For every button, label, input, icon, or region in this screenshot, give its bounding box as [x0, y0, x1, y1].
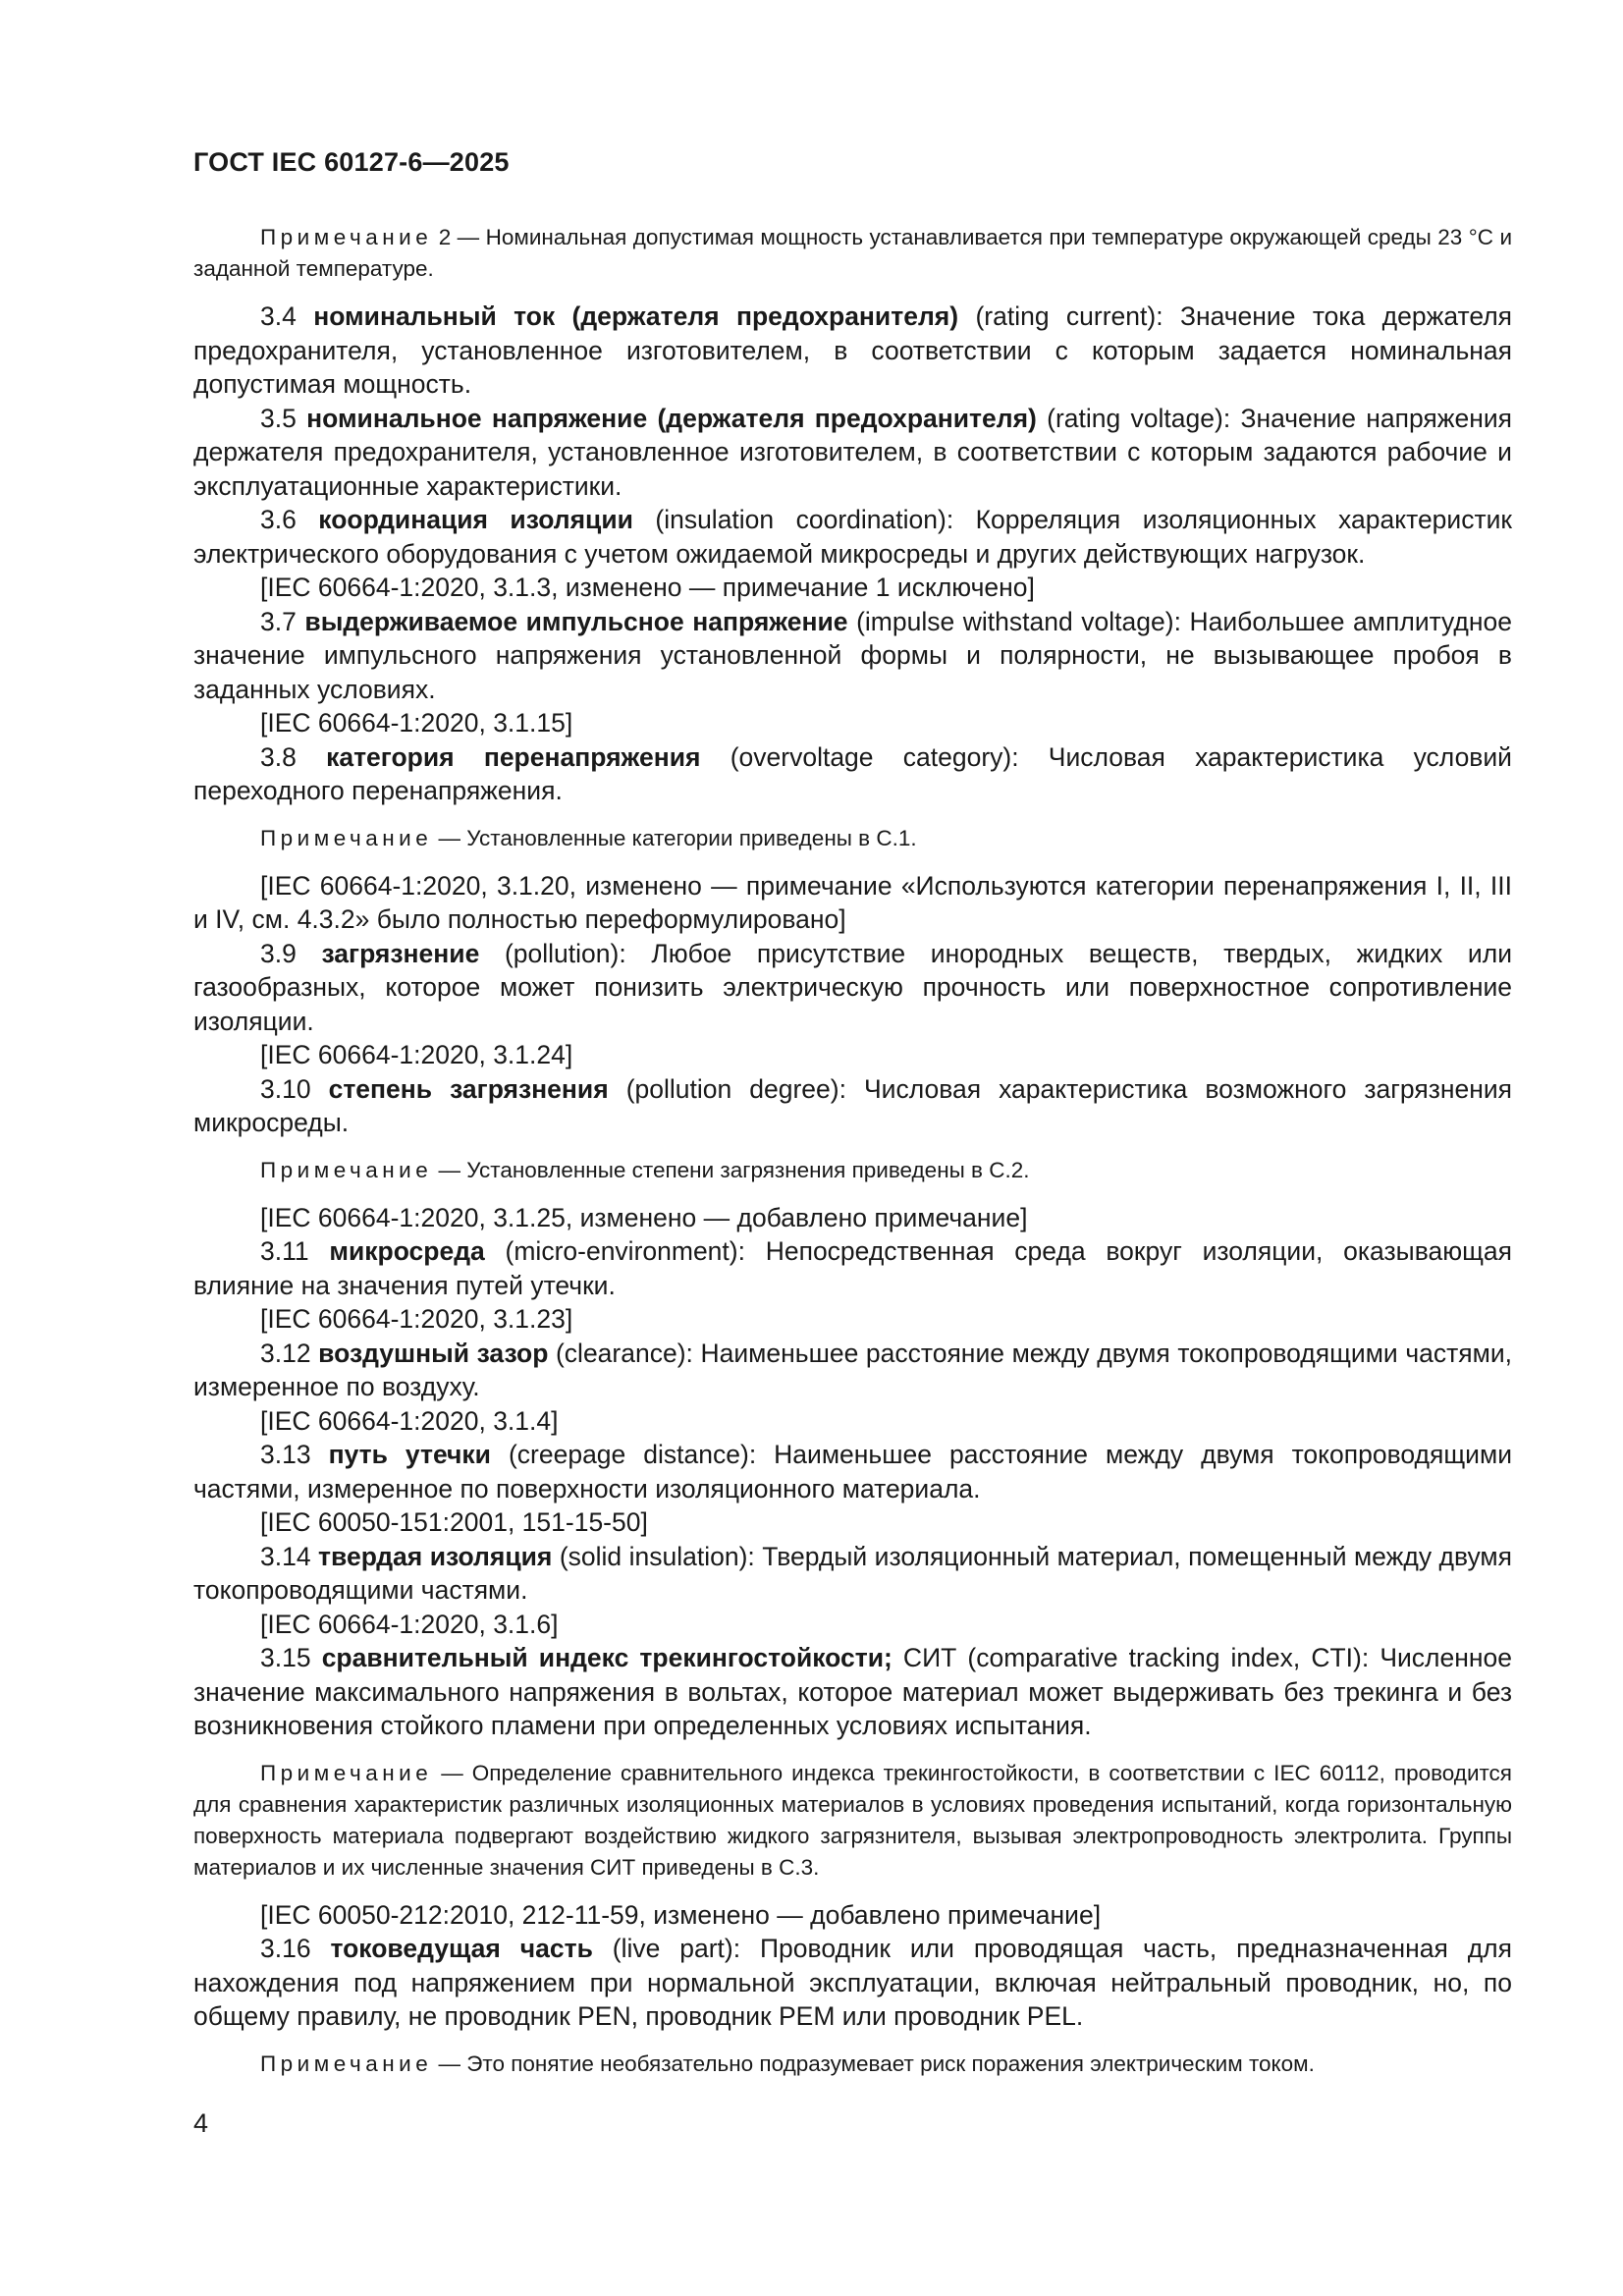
term-name: номинальное напряжение (держателя предохранителя) — [306, 403, 1037, 433]
term-3-11: 3.11 микросреда (micro-environment): Непосредственная среда вокруг изоляции, оказывающая влияние на значения путей утечки. — [193, 1236, 1512, 1300]
source-reference: [IEC 60664-1:2020, 3.1.24] — [260, 1040, 573, 1069]
note-3-10: Примечание — Установленные степени загрязнения приведены в С.2. — [260, 1157, 1030, 1182]
term-3-8: 3.8 категория перенапряжения (overvoltage category): Числовая характеристика условий переходного перенапряжения. — [193, 741, 1512, 805]
term-name: категория перенапряжения — [326, 741, 701, 772]
page-number: 4 — [193, 2108, 209, 2138]
source-reference: [IEC 60664-1:2020, 3.1.15] — [260, 708, 573, 738]
term-name: номинальный ток (держателя предохранителя) — [313, 301, 959, 331]
term-name: воздушный зазор — [318, 1338, 549, 1368]
source-reference: [IEC 60664-1:2020, 3.1.25, изменено — добавлено примечание] — [260, 1202, 1028, 1232]
term-3-9: 3.9 загрязнение (pollution): Любое присутствие инородных веществ, твердых, жидких или газообразных, которое может понизить электрическую прочность или поверхностное сопротивление изоляции. — [193, 938, 1513, 1036]
note-2: Примечание 2 — Номинальная допустимая мощность устанавливается при температуре окружающей среды 23 °С и заданной температуре. — [193, 225, 1513, 281]
term-name: выдерживаемое импульсное напряжение — [304, 606, 848, 636]
source-reference: [IEC 60664-1:2020, 3.1.23] — [260, 1304, 573, 1334]
term-name: степень загрязнения — [328, 1073, 609, 1104]
note-3-8: Примечание — Установленные категории приведены в С.1. — [260, 825, 917, 850]
term-name: загрязнение — [321, 938, 480, 968]
source-reference: [IEC 60664-1:2020, 3.1.3, изменено — примечание 1 исключено] — [260, 573, 1035, 602]
term-3-12: 3.12 воздушный зазор (clearance): Наименьшее расстояние между двумя токопроводящими частями, измеренное по воздуху. — [193, 1338, 1512, 1401]
term-name: координация изоляции — [318, 505, 633, 534]
term-name: твердая изоляция — [318, 1541, 553, 1571]
term-name: путь утечки — [328, 1440, 491, 1469]
term-name: сравнительный индекс трекингостойкости; — [321, 1643, 893, 1672]
term-3-10: 3.10 степень загрязнения (pollution degree): Числовая характеристика возможного загрязнения микросреды. — [193, 1073, 1512, 1137]
note-3-16: Примечание — Это понятие необязательно подразумевает риск поражения электрическим током. — [260, 2050, 1315, 2076]
term-name: токоведущая часть — [330, 1934, 593, 1963]
term-3-5: 3.5 номинальное напряжение (держателя предохранителя) (rating voltage): Значение напряжения держателя предохранителя, установленное изготовителем, в соответствии с которым задаются рабочие и эксплуатационные характеристики. — [193, 403, 1512, 501]
document-header: ГОСТ IEC 60127-6—2025 — [193, 147, 510, 177]
note-label: Примечание — [260, 2050, 433, 2076]
source-reference: [IEC 60050-151:2001, 151-15-50] — [260, 1507, 648, 1537]
note-label: Примечание — [260, 1760, 433, 1785]
term-3-4: 3.4 номинальный ток (держателя предохранителя) (rating current): Значение тока держателя предохранителя, установленное изготовителем, в соответствии с которым задается номинальная допустимая мощность. — [193, 301, 1513, 399]
document-body — [193, 222, 1512, 2080]
source-reference: [IEC 60664-1:2020, 3.1.20, изменено — примечание «Используются категории перенапряжения I, II, III и IV, см. 4.3.2» было полностью переформулировано] — [193, 870, 1512, 934]
note-label: Примечание — [260, 825, 433, 850]
term-name: микросреда — [329, 1236, 485, 1266]
term-3-6: 3.6 координация изоляции (insulation coordination): Корреляция изоляционных характеристик электрического оборудования с учетом ожидаемой микросреды и других действующих нагрузок. — [193, 505, 1513, 569]
term-3-13: 3.13 путь утечки (creepage distance): Наименьшее расстояние между двумя токопроводящими частями, измеренное по поверхности изоляционного материала. — [193, 1440, 1512, 1503]
source-reference: [IEC 60050-212:2010, 212-11-59, изменено — добавлено примечание] — [260, 1899, 1102, 1930]
note-3-15: Примечание — Определение сравнительного индекса трекингостойкости, в соответствии с IEC 60112, проводится для сравнения характеристик различных изоляционных материалов в условиях проведения испытаний, когда горизонтальную поверхность материала подвергают воздействию жидкого загрязнителя, вызывая электропроводность электролита. Группы материалов и их численные значения СИТ приведены в С.3. — [193, 1760, 1512, 1880]
note-label: Примечание — [260, 225, 433, 249]
source-reference: [IEC 60664-1:2020, 3.1.6] — [260, 1609, 559, 1639]
note-label: Примечание — [260, 1157, 433, 1182]
term-3-15: 3.15 сравнительный индекс трекингостойкости; СИТ (comparative tracking index, CTI): Численное значение максимального напряжения в вольтах, которое материал может выдерживать без трекинга и без возникновения стойкого пламени при определенных условиях испытания. — [193, 1643, 1512, 1740]
term-3-14: 3.14 твердая изоляция (solid insulation): Твердый изоляционный материал, помещенный между двумя токопроводящими частями. — [193, 1541, 1512, 1605]
source-reference: [IEC 60664-1:2020, 3.1.4] — [260, 1405, 559, 1436]
term-3-16: 3.16 токоведущая часть (live part): Проводник или проводящая часть, предназначенная для нахождения под напряжением при нормальной эксплуатации, включая нейтральный проводник, но, по общему правилу, не проводник PEN, проводник PEM или проводник PEL. — [193, 1934, 1512, 2031]
term-3-7: 3.7 выдерживаемое импульсное напряжение (impulse withstand voltage): Наибольшее амплитудное значение импульсного напряжения установленной формы и полярности, не вызывающее пробоя в заданных условиях. — [193, 606, 1513, 704]
